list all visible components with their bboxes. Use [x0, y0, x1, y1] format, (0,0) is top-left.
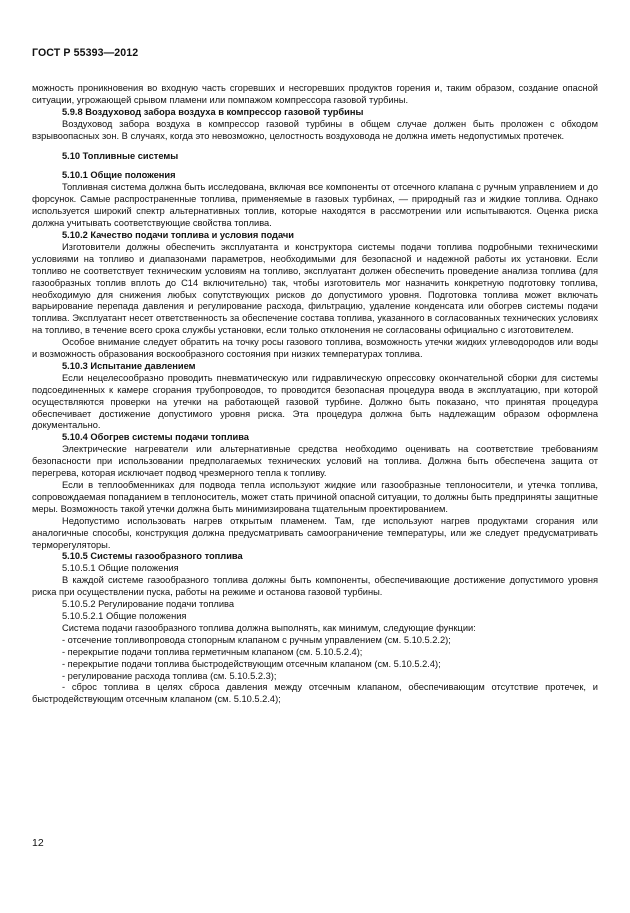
- section-heading: 5.10.2 Качество подачи топлива и условия подачи: [62, 229, 295, 240]
- list-item: - сброс топлива в целях сброса давления между отсечным клапаном, обеспечивающим отсутствие протечек, и быстродействующим отсечным клапаном (см. 5.10.5.2.4);: [32, 682, 598, 705]
- section-heading: 5.10.3 Испытание давлением: [62, 360, 196, 371]
- section-heading: 5.10.4 Обогрев системы подачи топлива: [62, 432, 249, 443]
- paragraph: Недопустимо использовать нагрев открытым пламенем. Там, где используют нагрев продуктами сгорания или аналогичные способы, конструкция должна предусматривать самоограничение температуры, или же следует предусматривать терморегуляторы.: [32, 515, 598, 550]
- subsection-heading: 5.10.5.1 Общие положения: [62, 563, 179, 574]
- list-item: - перекрытие подачи топлива герметичным клапаном (см. 5.10.5.2.4);: [62, 646, 363, 657]
- section-heading: 5.10.5 Системы газообразного топлива: [62, 551, 243, 562]
- list-item: - отсечение топливопровода стопорным клапаном с ручным управлением (см. 5.10.5.2.2);: [62, 634, 451, 645]
- paragraph: Если в теплообменниках для подвода тепла используют жидкие или газообразные теплоносители, и утечка топлива, сопровождаемая попаданием в теплоноситель, может стать причиной опасной ситуации, то должны быть предприняты защитные меры. Возможность такой утечки должна быть минимизирована тщательным проектированием.: [32, 480, 598, 514]
- list-item: - регулирование расхода топлива (см. 5.10.5.2.3);: [62, 670, 277, 681]
- list-item: - перекрытие подачи топлива быстродействующим отсечным клапаном (см. 5.10.5.2.4);: [62, 658, 441, 669]
- section-heading: 5.10.1 Общие положения: [62, 170, 176, 181]
- section-heading: 5.10 Топливные системы: [62, 150, 179, 161]
- paragraph: В каждой системе газообразного топлива должны быть компоненты, обеспечивающие достижение допустимого уровня риска при осуществлении пуска, работы на режиме и останова газовой турбины.: [32, 575, 598, 598]
- paragraph: Особое внимание следует обратить на точку росы газового топлива, возможность утечки жидких углеводородов или воды и возможность образования воскообразного состояния при низких температурах топлива.: [32, 337, 598, 360]
- subsection-heading: 5.10.5.2.1 Общие положения: [62, 610, 187, 621]
- subsection-heading: 5.10.5.2 Регулирование подачи топлива: [62, 599, 235, 610]
- paragraph: Если нецелесообразно проводить пневматическую или гидравлическую опрессовку окончательной сборки для системы подсоединенных к камере сгорания трубопроводов, то проводится безопасная процедура ввода в эксплуатацию, при которой осуществляются проверки на утечки на работающей газовой турбине. Должно быть показано, что принятая процедура обеспечивает достижение допустимого уровня риска. Эта процедура должна быть надлежащим образом оформлена документально.: [32, 372, 598, 431]
- paragraph: Изготовители должны обеспечить эксплуатанта и конструктора системы подачи топлива подробными техническими условиями на топливо и диапазонами параметров, необходимыми для безопасной и надежной работы их установки. Если топливо не соответствует техническим условиям на топливо, эксплуатант должен обеспечить проведение анализа топлива (для газообразных топлив вплоть до С14 включительно) так, чтобы изготовитель мог назначить конкретную подготовку топлива, необходимую для снижения любых сопутствующих рисков до допустимого уровня. Подготовка топлива может включать варьирование перепада давления и регулирование расхода, фильтрацию, удаление конденсата или обогрев системы подачи топлива. Эксплуатант несет ответственность за обеспечение состава топлива, указанного в согласованных технических условиях на топливо, в течение всего срока службы установки, если только отклонения не согласованы официально с изготовителем.: [32, 241, 598, 336]
- section-heading: 5.9.8 Воздуховод забора воздуха в компрессор газовой турбины: [62, 106, 364, 117]
- document-header: ГОСТ Р 55393—2012: [32, 47, 139, 59]
- paragraph: Воздуховод забора воздуха в компрессор газовой турбины в общем случае должен быть проложен с обходом взрывоопасных зон. В случаях, когда это невозможно, целостность воздуховода не должна иметь недопустимых протечек.: [32, 118, 598, 141]
- page-number: 12: [32, 837, 44, 849]
- paragraph: Электрические нагреватели или альтернативные средства необходимо оценивать на соответствие требованиям безопасности при использовании предполагаемых технических условий на топлива. Должна быть обеспечена защита от перегрева, которая исключает подвод чрезмерного тепла к топливу.: [32, 444, 598, 479]
- document-body: [32, 83, 598, 706]
- paragraph: Система подачи газообразного топлива должна выполнять, как минимум, следующие функции:: [62, 622, 476, 633]
- paragraph: Топливная система должна быть исследована, включая все компоненты от отсечного клапана с ручным управлением и до форсунок. Самые распространенные топлива, применяемые в газовых турбинах, — природный газ и жидкие топлива. Однако используется широкий спектр альтернативных топлив, которые находятся в рассмотрении или испытываются. Оценка риска должна учитывать соответствующие свойства топлива.: [32, 182, 598, 229]
- paragraph: можность проникновения во входную часть сгоревших и несгоревших продуктов горения и, таким образом, создание опасной ситуации, угрожающей срывом пламени или помпажом компрессора газовой турбины.: [32, 83, 598, 105]
